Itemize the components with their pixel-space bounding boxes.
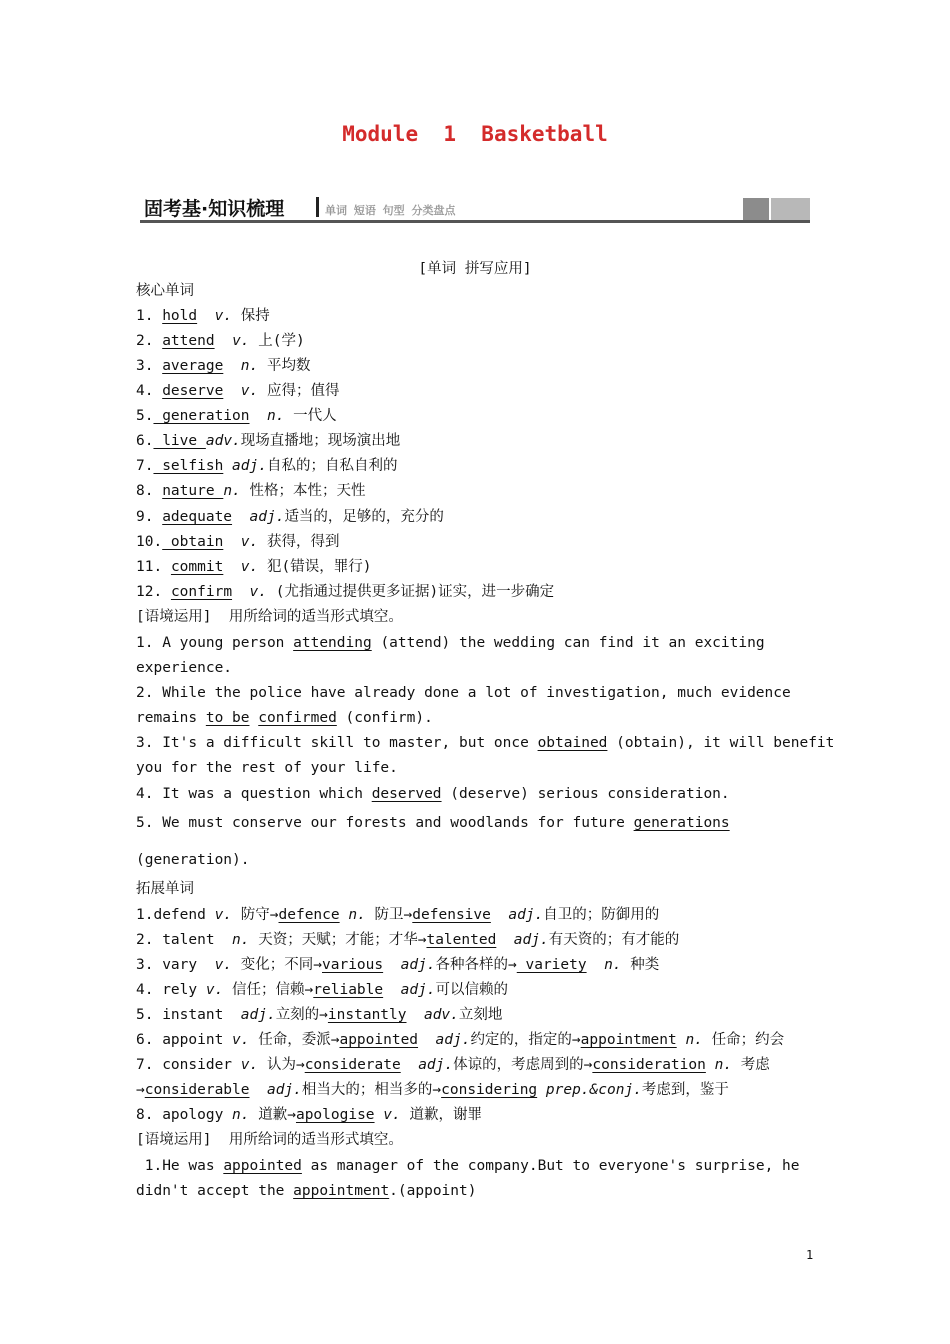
exercise-line: 1.He was appointed as manager of the company.But to everyone's surprise, he: [136, 1158, 800, 1174]
exercise-line: (generation).: [136, 852, 250, 868]
core-item: 4. deserve v. 应得；值得: [136, 383, 340, 399]
extension-item: 6. appoint v. 任命，委派→appointed adj.约定的，指定的→appointment n. 任命；约会: [136, 1032, 785, 1048]
page-title: Module 1 Basketball: [342, 122, 608, 146]
page-number: 1: [806, 1248, 814, 1262]
banner-block-light: [771, 198, 810, 221]
exercise-line: 5. We must conserve our forests and woodlands for future generations: [136, 815, 730, 831]
section-banner: [140, 192, 812, 226]
exercise-line: you for the rest of your life.: [136, 760, 398, 776]
extension-item: →considerable adj.相当大的；相当多的→considering prep.&conj.考虑到，鉴于: [136, 1082, 729, 1098]
core-heading: 核心单词: [136, 283, 194, 299]
core-item: 1. hold v. 保持: [136, 308, 270, 324]
extension-heading: 拓展单词: [136, 881, 194, 897]
exercise-line: 3. It's a difficult skill to master, but once obtained (obtain), it will benefit: [136, 735, 835, 751]
exercise-line: 2. While the police have already done a lot of investigation, much evidence: [136, 685, 791, 701]
exercise-line: didn't accept the appointment.(appoint): [136, 1183, 477, 1199]
core-item: 5. generation n. 一代人: [136, 408, 337, 424]
banner-subtitle: 单词 短语 句型 分类盘点: [325, 204, 456, 217]
core-item: 6. live adv.现场直播地；现场演出地: [136, 433, 401, 449]
extension-item: 7. consider v. 认为→considerate adj.体谅的，考虑周到的→consideration n. 考虑: [136, 1057, 770, 1073]
core-item: 2. attend v. 上(学): [136, 333, 305, 349]
extension-item: 4. rely v. 信任；信赖→reliable adj.可以信赖的: [136, 982, 509, 998]
core-item: 3. average n. 平均数: [136, 358, 311, 374]
banner-heading: 固考基·知识梳理: [144, 198, 285, 220]
core-item: 7. selfish adj.自私的；自私自利的: [136, 458, 398, 474]
exercise-line: remains to be confirmed (confirm).: [136, 710, 433, 726]
banner-rule: [140, 220, 810, 223]
context-heading: [语境运用] 用所给词的适当形式填空。: [136, 609, 403, 625]
core-item: 12. confirm v. (尤指通过提供更多证据)证实，进一步确定: [136, 584, 555, 600]
exercise-line: 4. It was a question which deserved (deserve) serious consideration.: [136, 786, 730, 802]
extension-item: 1.defend v. 防守→defence n. 防卫→defensive adj.自卫的；防御用的: [136, 907, 660, 923]
extension-item: 2. talent n. 天资；天赋；才能；才华→talented adj.有天资的；有才能的: [136, 932, 680, 948]
core-item: 10. obtain v. 获得，得到: [136, 534, 340, 550]
exercise-line: experience.: [136, 660, 233, 676]
section-title: [单词 拼写应用]: [418, 261, 532, 277]
banner-divider: [316, 197, 319, 217]
extension-item: 5. instant adj.立刻的→instantly adv.立刻地: [136, 1007, 503, 1023]
core-item: 8. nature n. 性格；本性；天性: [136, 483, 366, 499]
extension-item: 3. vary v. 变化；不同→various adj.各种各样的→ variety n. 种类: [136, 957, 660, 973]
core-item: 9. adequate adj.适当的，足够的，充分的: [136, 509, 444, 525]
banner-block-dark: [743, 198, 769, 221]
extension-item: 8. apology n. 道歉→apologise v. 道歉，谢罪: [136, 1107, 482, 1123]
context-heading: [语境运用] 用所给词的适当形式填空。: [136, 1132, 403, 1148]
core-item: 11. commit v. 犯(错误，罪行): [136, 559, 372, 575]
exercise-line: 1. A young person attending (attend) the wedding can find it an exciting: [136, 635, 765, 651]
